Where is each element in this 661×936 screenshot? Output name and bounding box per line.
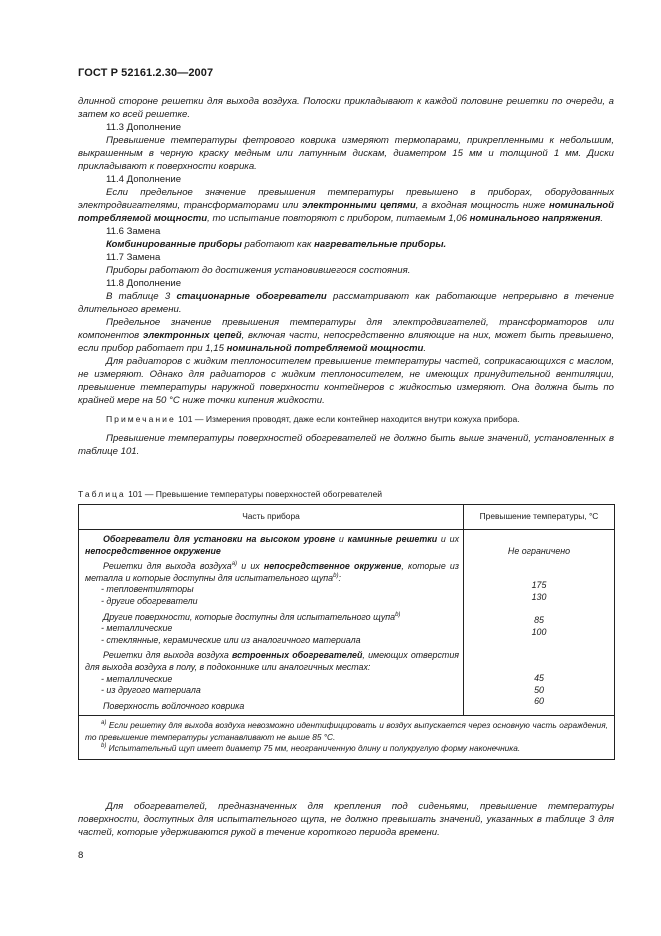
note-101: Примечание 101 — Измерения проводят, даже если контейнер находится внутри кожуха прибора.	[106, 414, 520, 424]
paragraph-continuation: длинной стороне решетки для выхода воздуха. Полоски прикладывают к каждой половине решетки по очереди, а затем ко всей решетке.	[78, 96, 614, 120]
paragraph-radiators: Для радиаторов с жидким теплоносителем превышение температуры частей, соприкасающихся с маслом, не измеряют. Однако для радиаторов с жидким теплоносителем, не имеющих принудительной вентиляции, превышение температуры наружной поверхности контейнеров с жидкостью измеряют. Она должна быть по крайней мере на 50 °С ниже точки кипения жидкости.	[78, 356, 614, 406]
footnote-a: $^{a)}$ Если решетку для выхода воздуха невозможно идентифицировать и воздух выпускается через основную часть ограждения, то превышение температуры устанавливают не выше 85 °С.	[85, 720, 608, 742]
value-metal: 85	[534, 615, 544, 626]
column-header-part: Часть прибора	[79, 505, 464, 530]
section-11-7: 11.7 Замена	[106, 252, 161, 263]
row-air-outlet: Решетки для выхода воздуха$^{a)}$ и их непосредственное окружение, которые из металла и которые доступны для испытательного щупа$^{b)}$:	[85, 561, 459, 583]
paragraph-felt-mat: Превышение температуры фетрового коврика измеряют термопарами, прикрепленными к небольшим, выкрашенным в черную краску медным или латунным дискам, диаметром 15 мм и толщиной 1 мм. Диски прикладывают к поверхности коврика.	[78, 135, 614, 172]
section-11-6: 11.6 Замена	[106, 226, 161, 237]
table-caption: Таблица 101 — Превышение температуры поверхностей обогревателей	[78, 489, 383, 499]
table-cell-values	[464, 530, 615, 716]
value-builtin-other: 50	[534, 684, 544, 695]
closing-text	[78, 800, 614, 839]
row-felt-mat: Поверхность войлочного коврика	[103, 700, 245, 711]
value-felt-mat: 60	[534, 696, 544, 707]
paragraph-steady-state: Приборы работают до достижения установившегося состояния.	[106, 265, 411, 276]
page-number: 8	[78, 850, 84, 861]
value-high-level: Не ограничено	[507, 545, 571, 556]
paragraph-limit-exceeded: Если предельное значение превышения температуры превышено в приборах, оборудованных электродвигателями, трансформаторами или электронными цепями, а входная мощность ниже номинальной потребляемой мощности, то испытание повторяют с прибором, питаемым 1,06 номинального напряжения.	[78, 187, 614, 224]
row-other-surfaces: Другие поверхности, которые доступны для испытательного щупа$^{b)}$	[103, 611, 401, 622]
temperature-table	[78, 504, 615, 760]
table-row	[79, 530, 615, 716]
footnote-b: $^{b)}$ Испытательный щуп имеет диаметр 75 мм, неограниченную длину и полукруглую форму наконечника.	[101, 743, 521, 754]
paragraph-under-seat: Для обогревателей, предназначенных для крепления под сиденьями, превышение температуры поверхности, доступных для испытательного щупа, не должно превышать значений, указанных в таблице 3 для частей, которые удерживаются рукой в течение короткого периода времени.	[78, 801, 614, 838]
section-11-8: 11.8 Дополнение	[106, 278, 182, 289]
value-builtin-metal: 45	[534, 673, 544, 684]
paragraph-motors: Предельное значение превышения температуры для электродвигателей, трансформаторов или компонентов электронных цепей, включая части, непосредственно влияющие на них, может быть превышено, если прибор работает при 1,15 номинальной потребляемой мощности.	[78, 317, 614, 354]
document-header: ГОСТ Р 52161.2.30—2007	[78, 67, 214, 79]
value-fan-heaters: 175	[531, 580, 547, 591]
value-other-heaters: 130	[531, 591, 547, 602]
column-header-temp: Превышение температуры, °С	[464, 505, 615, 530]
table-footnotes-row	[79, 716, 615, 760]
table-footnotes	[79, 716, 615, 760]
row-built-in: Решетки для выхода воздуха встроенных обогревателей, имеющих отверстия для выхода воздуха в полу, в подоконнике или аналогичных местах:	[85, 650, 459, 672]
paragraph-combined: Комбинированные приборы работают как нагревательные приборы.	[106, 239, 447, 250]
row-item: - другие обогреватели	[101, 595, 198, 606]
row-item: - металлические	[101, 673, 173, 684]
section-11-3: 11.3 Дополнение	[106, 122, 182, 133]
section-11-4: 11.4 Дополнение	[106, 174, 182, 185]
row-high-level: Обогреватели для установки на высоком уровне и каминные решетки и их непосредственное окружение	[85, 534, 460, 556]
row-item: - металлические	[101, 623, 173, 634]
row-item: - тепловентиляторы	[101, 584, 194, 595]
paragraph-stationary: В таблице 3 стационарные обогреватели рассматривают как работающие непрерывно в течение длительного времени.	[78, 291, 615, 315]
row-item: - стеклянные, керамические или из аналогичного материала	[101, 634, 361, 645]
row-item: - из другого материала	[101, 685, 201, 696]
table-cell-parts	[79, 530, 464, 716]
value-glass: 100	[531, 626, 547, 637]
main-text	[78, 95, 614, 458]
table-header-row	[79, 505, 615, 530]
paragraph-surface-limit: Превышение температуры поверхностей обогревателей не должно быть выше значений, установленных в таблице 101.	[78, 433, 614, 457]
